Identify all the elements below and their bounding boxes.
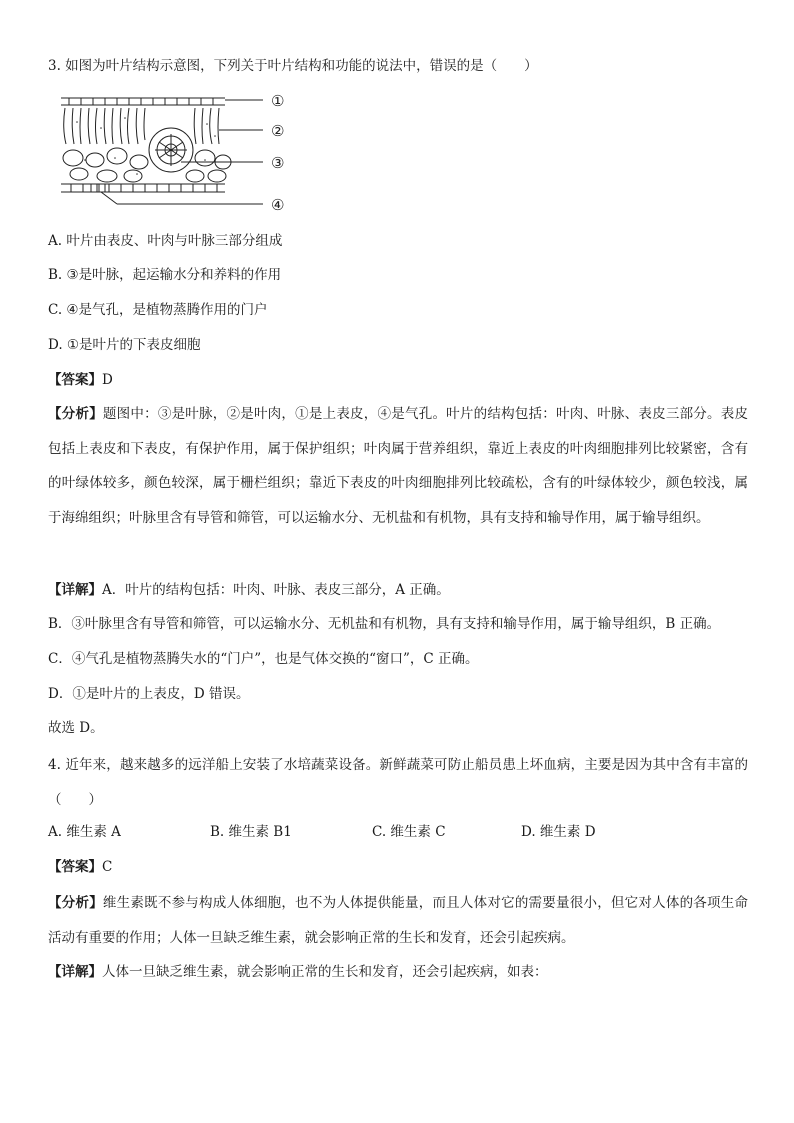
q3-conclusion: 故选 D。	[48, 720, 104, 736]
detail-tag: 【详解】	[48, 582, 102, 598]
detail-text: 人体一旦缺乏维生素，就会影响正常的生长和发育，还会引起疾病，如表：	[102, 964, 548, 980]
q3-detail-d: D．①是叶片的上表皮，D 错误。	[48, 686, 250, 702]
answer-value: C	[102, 859, 113, 875]
q3-answer	[48, 370, 113, 390]
q3-stem: 3. 如图为叶片结构示意图，下列关于叶片结构和功能的说法中，错误的是（ ）	[48, 58, 538, 74]
analysis-tag: 【分析】	[48, 895, 103, 911]
q3-analysis	[48, 397, 748, 535]
q3-detail-a	[48, 580, 450, 600]
q4-option-a: A. 维生素 A	[48, 824, 121, 840]
analysis-text: 维生素既不参与构成人体细胞，也不为人体提供能量，而且人体对它的需要量很小，但它对人体的各项生命活动有重要的作用；人体一旦缺乏维生素，就会影响正常的生长和发育，还会引起疾病。	[48, 895, 749, 946]
q4-analysis	[48, 886, 748, 955]
leaf-structure-diagram	[55, 88, 295, 214]
figure-label-4: ④	[271, 196, 285, 214]
q4-answer	[48, 857, 112, 877]
figure-label-3: ③	[271, 154, 285, 172]
q4-option-c: C. 维生素 C	[372, 824, 446, 840]
q4-detail	[48, 962, 548, 982]
q3-detail-b: B．③叶脉里含有导管和筛管，可以运输水分、无机盐和有机物，具有支持和输导作用，属于输导组织，B 正确。	[48, 616, 721, 632]
q4-stem: 4. 近年来，越来越多的远洋船上安装了水培蔬菜设备。新鲜蔬菜可防止船员患上坏血病，主要是因为其中含有丰富的（ ）	[48, 757, 748, 808]
q3-option-b: B. ③是叶脉，起运输水分和养料的作用	[48, 267, 282, 283]
answer-tag: 【答案】	[48, 859, 102, 875]
q3-option-c: C. ④是气孔，是植物蒸腾作用的门户	[48, 302, 268, 318]
figure-label-1: ①	[271, 92, 285, 110]
figure-label-2: ②	[271, 122, 285, 140]
q3-detail-c: C．④气孔是植物蒸腾失水的“门户”，也是气体交换的“窗口”，C 正确。	[48, 651, 479, 667]
detail-tag: 【详解】	[48, 964, 102, 980]
analysis-text: 题图中：③是叶脉，②是叶肉，①是上表皮，④是气孔。叶片的结构包括：叶肉、叶脉、表皮三部分。表皮包括上表皮和下表皮，有保护作用，属于保护组织；叶肉属于营养组织，靠近上表皮的叶肉细胞排列比较紧密，含有的叶绿体较多，颜色较深，属于栅栏组织；靠近下表皮的叶肉细胞排列比较疏松，含有的叶绿体较少，颜色较浅，属于海绵组织；叶脉里含有导管和筛管，可以运输水分、无机盐和有机物，具有支持和输导作用，属于输导组织。	[48, 406, 749, 526]
detail-line: A．叶片的结构包括：叶肉、叶脉、表皮三部分，A 正确。	[102, 582, 450, 598]
q3-option-a: A. 叶片由表皮、叶肉与叶脉三部分组成	[48, 233, 283, 249]
answer-tag: 【答案】	[48, 372, 102, 388]
answer-value: D	[102, 372, 113, 388]
analysis-tag: 【分析】	[48, 406, 103, 422]
q4-option-d: D. 维生素 D	[521, 824, 596, 840]
q3-option-d: D. ①是叶片的下表皮细胞	[48, 337, 201, 353]
q4-option-b: B. 维生素 B1	[210, 824, 292, 840]
